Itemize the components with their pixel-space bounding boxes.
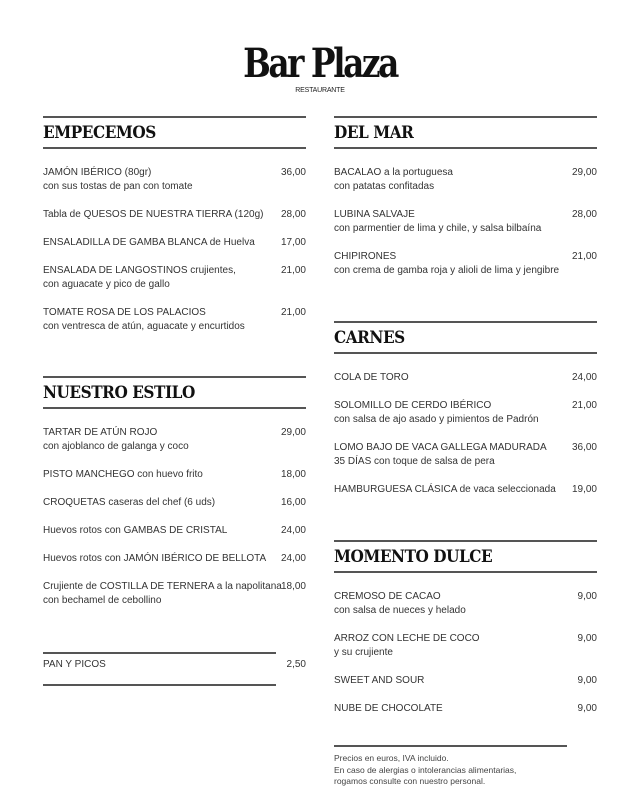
menu-item [334,208,597,236]
item-description: con aguacate y pico de gallo [43,279,170,290]
footer-line: En caso de alergias o intolerancias alimentarias, [334,764,517,775]
item-name: SOLOMILLO DE CERDO IBÉRICO [334,400,492,411]
menu-item [334,590,597,618]
item-name: BACALAO a la portuguesa [334,167,453,178]
item-description: con ventresca de atún, aguacate y encurtidos [43,321,245,332]
section-nuestro-estilo [43,376,306,622]
section-title: CARNES [334,328,405,348]
item-price: 24,00 [280,525,306,536]
menu-item [43,426,306,454]
item-price: 9,00 [577,591,597,602]
item-price: 21,00 [280,307,306,318]
item-name: ENSALADA DE LANGOSTINOS crujientes, [43,265,236,276]
item-name: TOMATE ROSA DE LOS PALACIOS [43,307,206,318]
divider [43,652,276,654]
menu-item [43,468,306,482]
item-price: 18,00 [280,469,306,480]
menu-item-list [334,354,597,497]
item-name: SWEET AND SOUR [334,675,425,686]
section-title: NUESTRO ESTILO [43,383,195,403]
item-price: 9,00 [577,675,597,686]
divider [43,684,276,686]
divider [334,745,567,747]
section-title: EMPECEMOS [43,123,156,143]
section-header [43,376,306,409]
item-name: PAN Y PICOS [43,659,106,670]
menu-item [43,552,306,566]
menu-item [334,441,597,469]
item-description: con salsa de ajo asado y pimientos de Padrón [334,414,539,425]
menu-item [43,306,306,334]
item-description: y su crujiente [334,647,393,658]
section-del-mar [334,116,597,292]
section-title: DEL MAR [334,123,414,143]
item-name: HAMBURGUESA CLÁSICA de vaca seleccionada [334,484,556,495]
menu-item [334,371,597,385]
section-header [334,540,597,573]
menu-item [43,524,306,538]
item-name: Crujiente de COSTILLA DE TERNERA a la napolitana [43,581,282,592]
menu-item [43,166,306,194]
menu-item [334,632,597,660]
section-title: MOMENTO DULCE [334,547,493,567]
item-price: 24,00 [571,372,597,383]
menu-item [43,208,306,222]
item-price: 19,00 [571,484,597,495]
item-price: 9,00 [577,633,597,644]
menu-item [334,250,597,278]
pan-y-picos-row [43,652,306,686]
item-price: 36,00 [280,167,306,178]
item-name: PISTO MANCHEGO con huevo frito [43,469,203,480]
menu-item [43,236,306,250]
item-name: ARROZ CON LECHE DE COCO [334,633,480,644]
item-description: con parmentier de lima y chile, y salsa bilbaína [334,223,542,234]
section-carnes [334,321,597,511]
item-price: 29,00 [571,167,597,178]
item-name: Huevos rotos con GAMBAS DE CRISTAL [43,525,228,536]
menu-item [334,483,597,497]
item-price: 29,00 [280,427,306,438]
footer-note [334,753,516,788]
menu-item [334,702,597,716]
item-description: con bechamel de cebollino [43,595,162,606]
menu-item [334,166,597,194]
item-name: LUBINA SALVAJE [334,209,415,220]
item-name: JAMÓN IBÉRICO (80gr) [43,167,152,178]
menu-item [334,399,597,427]
item-name: TARTAR DE ATÚN ROJO [43,427,158,438]
item-name: Tabla de QUESOS DE NUESTRA TIERRA (120g) [43,209,264,220]
menu-item-list [43,149,306,334]
footer-line: Precios en euros, IVA incluido. [334,753,449,763]
logo-subtitle: RESTAURANTE [295,87,345,94]
item-description: 35 DÍAS con toque de salsa de pera [334,456,495,467]
menu-item-list [43,409,306,608]
restaurant-logo: Bar Plaza [243,40,397,87]
item-name: CHIPIRONES [334,251,397,262]
item-description: con salsa de nueces y helado [334,605,466,616]
item-price: 21,00 [571,251,597,262]
item-description: con sus tostas de pan con tomate [43,181,193,192]
item-price: 9,00 [577,703,597,714]
menu-item-list [334,149,597,278]
item-price: 28,00 [280,209,306,220]
item-name: NUBE DE CHOCOLATE [334,703,443,714]
section-header [334,116,597,149]
section-empecemos [43,116,306,348]
section-header [334,321,597,354]
menu-item-list [334,573,597,716]
item-description: con ajoblanco de galanga y coco [43,441,189,452]
menu-item [43,580,306,608]
item-price: 24,00 [280,553,306,564]
footer-line: rogamos consulte con nuestro personal. [334,776,486,786]
item-name: ENSALADILLA DE GAMBA BLANCA de Huelva [43,237,255,248]
menu-item [43,496,306,510]
section-header [43,116,306,149]
section-momento-dulce [334,540,597,730]
item-name: COLA DE TORO [334,372,409,383]
item-price: 21,00 [571,400,597,411]
item-name: CREMOSO DE CACAO [334,591,441,602]
item-price: 17,00 [280,237,306,248]
item-description: con patatas confitadas [334,181,435,192]
menu-item [334,674,597,688]
item-price: 36,00 [571,442,597,453]
menu-item [43,264,306,292]
item-name: Huevos rotos con JAMÓN IBÉRICO DE BELLOTA [43,553,267,564]
item-name: CROQUETAS caseras del chef (6 uds) [43,497,216,508]
item-description: con crema de gamba roja y alioli de lima y jengibre [334,265,560,276]
item-price: 18,00 [280,581,306,592]
item-price: 28,00 [571,209,597,220]
item-price: 2,50 [286,659,306,670]
item-price: 16,00 [280,497,306,508]
item-name: LOMO BAJO DE VACA GALLEGA MADURADA [334,442,547,453]
item-price: 21,00 [280,265,306,276]
